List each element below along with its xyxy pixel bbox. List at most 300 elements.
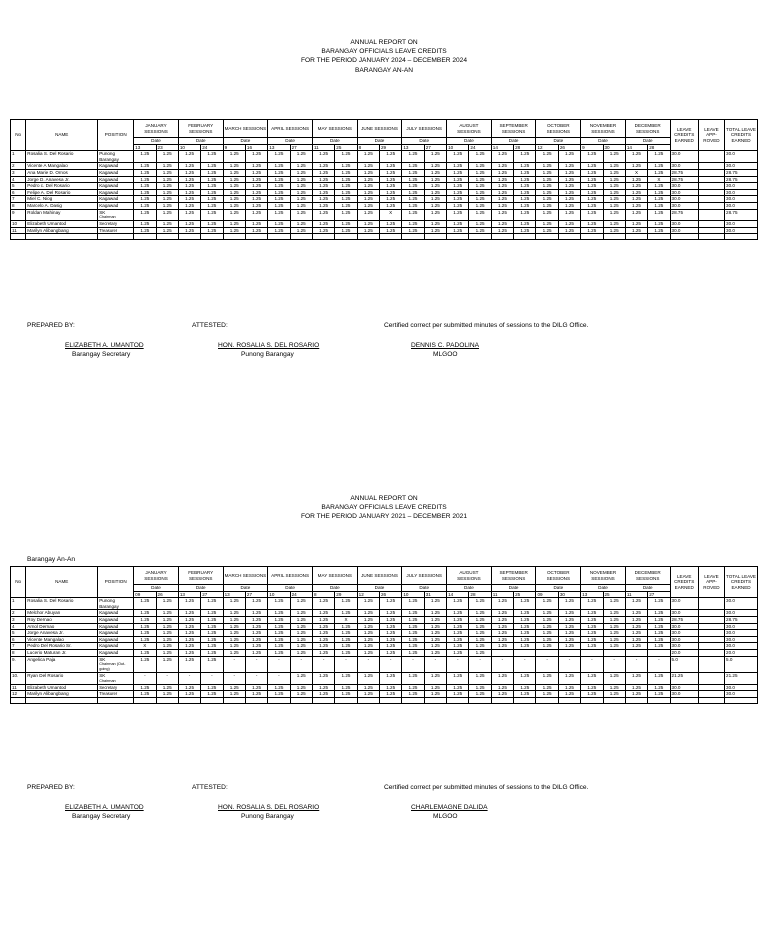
session-date: 27 [290, 144, 312, 151]
leave-credit-value: 1.25 [380, 673, 402, 685]
table-row [11, 656, 758, 673]
leave-credit-value: X [648, 176, 670, 183]
leave-credit-value: 1.25 [447, 630, 469, 637]
leave-credit-value: - [156, 673, 178, 685]
leave-credit-value: 1.25 [402, 202, 424, 209]
leave-credit-value: 1.25 [558, 610, 580, 617]
col-header-leave-earned: LEAVE CREDITS EARNED [670, 567, 698, 598]
leave-credit-value: - [268, 673, 290, 685]
col-header-month: MAY SESSIONS [312, 120, 357, 138]
leave-earned-value: 28.75 [670, 169, 698, 176]
certified-name: DENNIS C. PADOLINA [411, 342, 480, 349]
leave-credit-value: 1.25 [469, 189, 491, 196]
leave-credit-value: 1.25 [134, 227, 156, 234]
total-leave-value: 20.0 [725, 649, 758, 656]
leave-credit-value: 1.25 [536, 598, 558, 610]
leave-credit-value: 1.25 [581, 196, 603, 203]
leave-credit-value: 1.25 [357, 196, 379, 203]
leave-credit-value: 1.25 [402, 176, 424, 183]
session-date: 26 [558, 144, 580, 151]
leave-credit-value: 1.25 [581, 169, 603, 176]
blank-cell [491, 697, 513, 703]
session-date: 13 [178, 591, 200, 598]
leave-credit-value: - [245, 673, 267, 685]
date-label: Date [312, 585, 357, 592]
leave-credit-value: 1.25 [447, 151, 469, 163]
leave-credit-value: 1.25 [380, 151, 402, 163]
certified-label: Certified correct per submitted minutes of sessions to the DILG Office. [384, 784, 589, 791]
leave-credit-value: 1.25 [469, 623, 491, 630]
leave-credit-value: 1.25 [536, 684, 558, 691]
header-row [11, 567, 758, 585]
leave-credit-value: 1.25 [178, 684, 200, 691]
leave-approved-value [698, 163, 724, 170]
leave-credit-value: - [268, 656, 290, 673]
leave-credit-value: 1.25 [201, 196, 223, 203]
leave-credit-value: 1.25 [447, 616, 469, 623]
official-position [98, 636, 134, 643]
leave-credit-value: 1.25 [290, 616, 312, 623]
leave-credit-value: 1.25 [201, 598, 223, 610]
col-header-month: AUGUST SESSIONS [447, 120, 492, 138]
official-name: Pedro Del Rosario Sr. [26, 643, 98, 650]
leave-earned-value: 30.0 [670, 610, 698, 617]
leave-credit-value: 1.25 [312, 610, 334, 617]
leave-credit-value: 1.25 [268, 196, 290, 203]
leave-credit-value: 1.25 [201, 189, 223, 196]
leave-credit-value: 1.25 [603, 691, 625, 698]
leave-earned-value: 30.0 [670, 196, 698, 203]
leave-credit-value: 1.25 [201, 684, 223, 691]
session-date: 11 [625, 591, 647, 598]
row-number: 9 [11, 209, 26, 221]
leave-credit-value: 1.25 [134, 163, 156, 170]
leave-credit-value: 1.25 [648, 598, 670, 610]
leave-credit-value: - [223, 673, 245, 685]
leave-credit-value: 1.25 [491, 227, 513, 234]
leave-credit-value: 1.25 [424, 209, 446, 221]
table-row [11, 221, 758, 228]
official-name: Vicente Mangalao [26, 636, 98, 643]
leave-credit-value: 1.25 [603, 610, 625, 617]
blank-cell [698, 234, 724, 240]
official-name: Melchor Abuyan [26, 610, 98, 617]
leave-approved-value [698, 221, 724, 228]
leave-credit-value: 1.25 [424, 183, 446, 190]
row-number: 9. [11, 656, 26, 673]
leave-credit-value: 1.25 [558, 691, 580, 698]
official-position [98, 209, 134, 221]
session-date: 28 [648, 144, 670, 151]
leave-credit-value: 1.25 [268, 163, 290, 170]
leave-credit-value: 1.25 [514, 189, 536, 196]
leave-credit-value: 1.25 [514, 183, 536, 190]
leave-credit-value: 1.25 [424, 684, 446, 691]
leave-credit-value: 1.25 [335, 183, 357, 190]
leave-credit-value: 1.25 [134, 656, 156, 673]
date-label: Date [268, 585, 313, 592]
leave-credit-value: 1.25 [156, 183, 178, 190]
position-text: Kagawad [99, 196, 119, 202]
leave-credit-value: 1.25 [357, 163, 379, 170]
session-date: 27 [648, 591, 670, 598]
leave-credit-value: 1.25 [245, 151, 267, 163]
table-row [11, 649, 758, 656]
leave-approved-value [698, 227, 724, 234]
col-header-month: JANUARY SESSIONS [134, 567, 179, 585]
blank-cell [402, 234, 424, 240]
total-leave-value: 30.0 [725, 183, 758, 190]
session-date: 13 [134, 144, 156, 151]
leave-credit-value: 1.25 [290, 691, 312, 698]
leave-credit-value: 1.25 [469, 630, 491, 637]
leave-credit-value: 1.25 [134, 151, 156, 163]
leave-credit-value: 1.25 [178, 630, 200, 637]
leave-credit-value: 1.25 [335, 630, 357, 637]
leave-credit-value: 1.25 [648, 169, 670, 176]
leave-credit-value: 1.25 [402, 598, 424, 610]
blank-cell [469, 697, 491, 703]
session-date: 10 [268, 591, 290, 598]
blank-cell [402, 697, 424, 703]
blank-cell [447, 234, 469, 240]
blank-cell [581, 697, 603, 703]
session-date: 11 [491, 591, 513, 598]
leave-credit-value: 1.25 [558, 598, 580, 610]
leave-credit-value: 1.25 [290, 610, 312, 617]
official-position [98, 183, 134, 190]
total-leave-value: 30.0 [725, 623, 758, 630]
row-number: 6 [11, 189, 26, 196]
leave-credit-value: 1.25 [335, 202, 357, 209]
blank-cell [312, 234, 334, 240]
leave-credit-value: 1.25 [603, 176, 625, 183]
official-position [98, 623, 134, 630]
leave-credit-value: 1.25 [625, 598, 647, 610]
leave-credit-value: 1.25 [625, 643, 647, 650]
leave-credit-value: - [558, 656, 580, 673]
official-name: Angelica Paja [26, 656, 98, 673]
leave-credit-value: 1.25 [335, 151, 357, 163]
blank-cell [447, 697, 469, 703]
leave-credit-value: 1.25 [268, 189, 290, 196]
official-position [98, 151, 134, 163]
leave-credit-value: 1.25 [536, 691, 558, 698]
session-date: 11 [312, 144, 334, 151]
leave-credit-value: 1.25 [357, 221, 379, 228]
leave-credit-value: 1.25 [134, 176, 156, 183]
leave-credit-value: 1.25 [581, 610, 603, 617]
row-number: 10. [11, 673, 26, 685]
leave-credit-value: 1.25 [558, 151, 580, 163]
leave-credit-value: 1.25 [223, 183, 245, 190]
leave-credit-value: 1.25 [290, 189, 312, 196]
table-row [11, 636, 758, 643]
leave-credit-value: - [625, 656, 647, 673]
col-header-month: SEPTEMBER SESSIONS [491, 120, 536, 138]
leave-credit-value: 1.25 [469, 691, 491, 698]
table-row [11, 616, 758, 623]
row-number: 4 [11, 623, 26, 630]
official-name: Ryan Del Rosario [26, 673, 98, 685]
leave-credit-value: 1.25 [290, 151, 312, 163]
leave-earned-value: 30.0 [670, 183, 698, 190]
col-header-leave-earned: LEAVE CREDITS EARNED [670, 120, 698, 151]
blank-cell [558, 234, 580, 240]
leave-credit-value: 1.25 [178, 616, 200, 623]
leave-credit-value: 1.25 [178, 598, 200, 610]
official-name: Felipe A. Del Rosario [26, 189, 98, 196]
blank-cell [290, 234, 312, 240]
leave-credit-value: 1.25 [469, 636, 491, 643]
leave-credit-value: 1.25 [402, 643, 424, 650]
leave-credit-value: 1.25 [402, 649, 424, 656]
leave-credit-value: 1.25 [312, 643, 334, 650]
col-header-month: MAY SESSIONS [312, 567, 357, 585]
leave-approved-value [698, 176, 724, 183]
leave-credit-value: 1.25 [380, 616, 402, 623]
leave-credit-value: 1.25 [402, 616, 424, 623]
leave-credit-value: 1.25 [312, 221, 334, 228]
leave-credit-value: 1.25 [223, 691, 245, 698]
official-position [98, 610, 134, 617]
official-name: Roy Dernao [26, 616, 98, 623]
position-text: Punong Barangay [99, 151, 119, 162]
table-row [11, 643, 758, 650]
blank-cell [11, 697, 26, 703]
leave-credit-value: 1.25 [648, 684, 670, 691]
prepared-name: ELIZABETH A. UMANTOD [65, 804, 144, 811]
leave-credit-value: 1.25 [514, 623, 536, 630]
session-date: 10 [178, 144, 200, 151]
leave-approved-value [698, 630, 724, 637]
leave-credit-value: 1.25 [156, 691, 178, 698]
date-label: Date [447, 138, 492, 145]
leave-credit-value: 1.25 [268, 649, 290, 656]
col-header-no: No [11, 567, 26, 598]
date-label: Date [312, 138, 357, 145]
leave-credit-value: 1.25 [178, 176, 200, 183]
session-date: 12 [536, 144, 558, 151]
leave-credit-value: 1.25 [245, 163, 267, 170]
leave-credit-value: 1.25 [536, 163, 558, 170]
leave-earned-value: 30.0 [670, 598, 698, 610]
table-row [11, 598, 758, 610]
blank-cell [725, 697, 758, 703]
leave-earned-value: 30.0 [670, 643, 698, 650]
leave-credit-value: 1.25 [581, 673, 603, 685]
leave-credit-value: 1.25 [424, 643, 446, 650]
leave-credit-value: 1.25 [558, 623, 580, 630]
leave-credit-value: 1.25 [223, 202, 245, 209]
leave-credit-value: 1.25 [245, 209, 267, 221]
leave-credit-value: 1.25 [134, 196, 156, 203]
total-leave-value: 30.0 [725, 202, 758, 209]
table-row [11, 610, 758, 617]
leave-credit-value: 1.25 [469, 673, 491, 685]
blank-row [11, 234, 758, 240]
leave-credit-value: 1.25 [536, 616, 558, 623]
leave-credit-value: 1.25 [223, 636, 245, 643]
leave-credit-value: 1.25 [469, 169, 491, 176]
session-date: 10 [447, 144, 469, 151]
leave-credit-value: 1.25 [648, 221, 670, 228]
leave-credit-value: 1.25 [357, 643, 379, 650]
leave-credit-value: - [312, 656, 334, 673]
blank-cell [670, 697, 698, 703]
leave-credit-value: 1.25 [134, 610, 156, 617]
leave-credit-value: 1.25 [245, 183, 267, 190]
leave-credit-value: 1.25 [312, 616, 334, 623]
leave-credit-value: 1.25 [380, 691, 402, 698]
leave-credit-value: 1.25 [357, 151, 379, 163]
date-label: Date [357, 138, 402, 145]
official-position [98, 684, 134, 691]
total-leave-value: 30.0 [725, 221, 758, 228]
blank-cell [98, 234, 134, 240]
row-number: 10 [11, 221, 26, 228]
leave-credit-value: - [514, 656, 536, 673]
leave-earned-value: 28.75 [670, 209, 698, 221]
leave-credit-value: 1.25 [134, 623, 156, 630]
col-header-total: TOTAL LEAVE CREDITS EARNED [725, 120, 758, 151]
leave-credit-value: 1.25 [558, 169, 580, 176]
table-row [11, 163, 758, 170]
leave-credit-value: 1.25 [178, 183, 200, 190]
leave-credit-value: - [469, 656, 491, 673]
leave-credit-value: 1.25 [558, 176, 580, 183]
leave-earned-value: 30.0 [670, 636, 698, 643]
official-position [98, 221, 134, 228]
blank-cell [268, 234, 290, 240]
row-number: 3 [11, 169, 26, 176]
blank-cell [156, 234, 178, 240]
leave-credit-value: 1.25 [178, 656, 200, 673]
col-header-month: NOVEMBER SESSIONS [581, 567, 626, 585]
official-position [98, 656, 134, 673]
leave-credit-value: 1.25 [357, 636, 379, 643]
leave-credit-value [536, 649, 558, 656]
leave-credit-value: X [335, 616, 357, 623]
leave-credit-value: 1.25 [223, 169, 245, 176]
report-title [0, 494, 768, 522]
leave-credits-table-2024 [10, 119, 758, 240]
position-text: Kagawad [99, 649, 119, 655]
leave-credit-value: 1.25 [380, 636, 402, 643]
row-number: 2 [11, 610, 26, 617]
leave-credit-value: 1.25 [603, 202, 625, 209]
leave-credit-value: 1.25 [514, 151, 536, 163]
leave-credit-value: 1.25 [447, 221, 469, 228]
leave-credit-value: 1.25 [469, 227, 491, 234]
blank-cell [698, 697, 724, 703]
leave-credit-value: 1.25 [245, 189, 267, 196]
leave-credit-value: 1.25 [402, 623, 424, 630]
date-label: Date [581, 138, 626, 145]
leave-credit-value: 1.25 [603, 209, 625, 221]
leave-earned-value: 30.0 [670, 163, 698, 170]
leave-credit-value: 1.25 [491, 616, 513, 623]
report-2024 [0, 38, 768, 75]
leave-credit-value: - [357, 656, 379, 673]
leave-credit-value: 1.25 [581, 221, 603, 228]
leave-credit-value: 1.25 [402, 163, 424, 170]
leave-credit-value: 1.25 [603, 151, 625, 163]
leave-approved-value [698, 202, 724, 209]
date-label: Date [581, 585, 626, 592]
leave-credit-value: 1.25 [268, 176, 290, 183]
row-number: 11 [11, 227, 26, 234]
leave-credit-value: 1.25 [558, 616, 580, 623]
session-date: 31 [424, 591, 446, 598]
col-header-name: NAME [26, 120, 98, 151]
leave-credit-value: 1.25 [312, 202, 334, 209]
blank-cell [625, 697, 647, 703]
report-title [0, 38, 768, 75]
leave-credit-value: 1.25 [581, 630, 603, 637]
leave-earned-value: 21.25 [670, 673, 698, 685]
leave-credit-value: 1.25 [491, 189, 513, 196]
leave-credit-value: 1.25 [402, 189, 424, 196]
total-leave-value: 30.0 [725, 643, 758, 650]
leave-credit-value: 1.25 [268, 684, 290, 691]
leave-credit-value: 1.25 [156, 623, 178, 630]
official-position [98, 616, 134, 623]
leave-credit-value: 1.25 [625, 183, 647, 190]
leave-credit-value: 1.25 [558, 636, 580, 643]
leave-credit-value: 1.25 [514, 221, 536, 228]
leave-credit-value: 1.25 [290, 673, 312, 685]
session-date: 23 [156, 144, 178, 151]
leave-credit-value: 1.25 [178, 196, 200, 203]
leave-credit-value: - [581, 656, 603, 673]
blank-cell [26, 697, 98, 703]
leave-credit-value: 1.25 [357, 202, 379, 209]
official-name: Marcelo A. Dasig [26, 202, 98, 209]
leave-credit-value: 1.25 [648, 163, 670, 170]
leave-credit-value: 1.25 [312, 163, 334, 170]
leave-credit-value: 1.25 [312, 598, 334, 610]
leave-credit-value: 1.25 [648, 183, 670, 190]
leave-credit-value: 1.25 [469, 176, 491, 183]
leave-credit-value: 1.25 [648, 673, 670, 685]
blank-cell [268, 697, 290, 703]
leave-credit-value: 1.25 [290, 221, 312, 228]
title-line: BARANGAY OFFICIALS LEAVE CREDITS [321, 48, 447, 56]
leave-credit-value: 1.25 [156, 643, 178, 650]
leave-credit-value: 1.25 [290, 598, 312, 610]
leave-credit-value: 1.25 [201, 691, 223, 698]
leave-credit-value: 1.25 [268, 643, 290, 650]
table-row [11, 189, 758, 196]
leave-credit-value: 1.25 [558, 643, 580, 650]
leave-credit-value: 1.25 [469, 598, 491, 610]
table-row [11, 623, 758, 630]
leave-credit-value: 1.25 [357, 684, 379, 691]
session-date: 28 [469, 591, 491, 598]
position-text: Kagawad [99, 643, 119, 649]
leave-credit-value: 1.25 [268, 630, 290, 637]
leave-credit-value: 1.25 [223, 630, 245, 637]
col-header-month: JULY SESSIONS [402, 120, 447, 138]
session-date: 13 [402, 144, 424, 151]
leave-credit-value: 1.25 [156, 649, 178, 656]
title-line: ANNUAL REPORT ON [350, 39, 418, 46]
session-date: 24 [201, 144, 223, 151]
leave-credit-value: 1.25 [201, 209, 223, 221]
leave-credit-value: 1.25 [312, 151, 334, 163]
leave-credit-value: 1.25 [223, 209, 245, 221]
